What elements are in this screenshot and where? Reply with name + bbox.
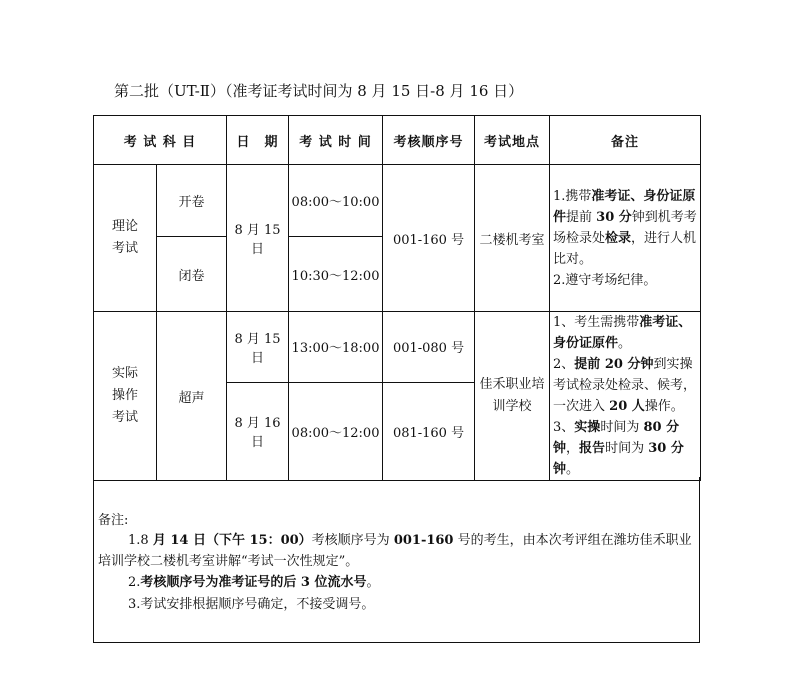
- theory-order: 001-160 号: [383, 165, 475, 312]
- practical-remark-3: [553, 417, 697, 480]
- remark-bold: 报告: [579, 441, 606, 456]
- practical-date-1: 8 月 15 日: [227, 312, 289, 383]
- remark-text: 2、: [553, 357, 575, 372]
- note-text: 考核顺序号为: [311, 533, 394, 548]
- note-bold: 001-160: [393, 533, 454, 548]
- note-2: [128, 571, 380, 594]
- remark-text: 操作。: [644, 399, 684, 414]
- remark-text: 提前: [566, 209, 597, 225]
- practical-time-1: 13:00～18:00: [289, 312, 383, 383]
- practical-time-2: 08:00～12:00: [289, 382, 383, 480]
- notes-section: [93, 477, 700, 643]
- header-remarks: 备注: [550, 116, 701, 165]
- practical-remark-2: [553, 354, 697, 417]
- header-subject: 考 试 科 目: [94, 116, 227, 165]
- remark-text: 1.携带: [553, 188, 592, 204]
- theory-subject-line2: 考试: [111, 241, 138, 256]
- header-order: 考核顺序号: [383, 116, 475, 165]
- remark-bold: 准考证、身份证原件: [553, 188, 696, 225]
- practical-location-line1: 佳禾职业培: [479, 377, 545, 392]
- theory-location: 二楼机考室: [475, 165, 550, 312]
- remark-text: 时间为: [605, 441, 649, 456]
- exam-schedule-table: [93, 115, 701, 481]
- header-date: 日 期: [227, 116, 289, 165]
- note-1: [98, 530, 696, 572]
- note-text: 2.: [128, 575, 141, 590]
- practical-subject-line1: 实际: [111, 366, 138, 381]
- page-title: 第二批（UT-Ⅱ）（准考证考试时间为 8 月 15 日-8 月 16 日）: [114, 82, 524, 100]
- theory-remark-1: [553, 186, 697, 270]
- remark-bold: 30 分: [596, 209, 632, 225]
- practical-sub: 超声: [157, 312, 227, 481]
- theory-open-book: 开卷: [157, 165, 227, 237]
- remark-text: ，: [566, 441, 580, 456]
- remark-text: 到实操考试检录处检录、候考，一次进入: [553, 357, 697, 414]
- table-row: [94, 312, 701, 383]
- header-row: [94, 116, 701, 165]
- note-text: 。: [366, 575, 380, 590]
- header-location: 考试地点: [475, 116, 550, 165]
- theory-time-closed: 10:30～12:00: [289, 237, 383, 312]
- practical-subject-line3: 考试: [111, 410, 138, 425]
- theory-subject-cell: [94, 165, 157, 312]
- remark-bold: 检录: [605, 230, 632, 246]
- remark-bold: 30 分钟: [553, 441, 684, 477]
- theory-date: 8 月 15 日: [227, 165, 289, 312]
- practical-order-2: 081-160 号: [383, 382, 475, 480]
- remark-bold: 20 人: [609, 399, 645, 414]
- remark-bold: 80 分钟: [553, 420, 680, 456]
- remark-text: 1、考生需携带: [553, 315, 640, 330]
- remark-bold: 提前 20 分钟: [574, 357, 654, 372]
- practical-remarks: [550, 312, 701, 481]
- note-text: 号的考生，由本次考评组在潍坊佳禾职业培训学校二楼机考室讲解“考试一次性规定”。: [98, 533, 692, 569]
- remark-text: 。: [618, 336, 632, 351]
- remark-bold: 实操: [574, 420, 601, 435]
- note-bold: 考核顺序号为准考证号的后 3 位流水号: [140, 575, 367, 590]
- note-3: 3.考试安排根据顺序号确定，不接受调号。: [128, 597, 375, 612]
- theory-closed-book: 闭卷: [157, 237, 227, 312]
- remark-text: 时间为: [600, 420, 644, 435]
- practical-location-line2: 训学校: [492, 399, 532, 414]
- remark-bold: 准考证、身份证原件: [553, 315, 692, 351]
- practical-order-1: 001-080 号: [383, 312, 475, 383]
- theory-subject-line1: 理论: [111, 219, 138, 234]
- practical-date-2: 8 月 16 日: [227, 382, 289, 480]
- header-time: 考 试 时 间: [289, 116, 383, 165]
- practical-remark-1: [553, 312, 697, 354]
- remark-text: 3、: [553, 420, 575, 435]
- remark-text: 。: [566, 462, 580, 477]
- note-bold: 月 14 日（下午 15：00）: [152, 533, 312, 548]
- practical-subject-cell: [94, 312, 157, 481]
- table-row: [94, 165, 701, 237]
- theory-time-open: 08:00～10:00: [289, 165, 383, 237]
- theory-remark-2: 2.遵守考场纪律。: [553, 272, 657, 288]
- practical-location: [475, 312, 550, 481]
- remark-text: ，进行人机比对。: [553, 230, 697, 267]
- practical-subject-line2: 操作: [111, 388, 138, 403]
- notes-label: 备注:: [98, 513, 129, 528]
- theory-remarks: [550, 165, 701, 312]
- remark-text: 钟到机考考场检录处: [553, 209, 697, 246]
- note-text: 1.8: [128, 533, 153, 548]
